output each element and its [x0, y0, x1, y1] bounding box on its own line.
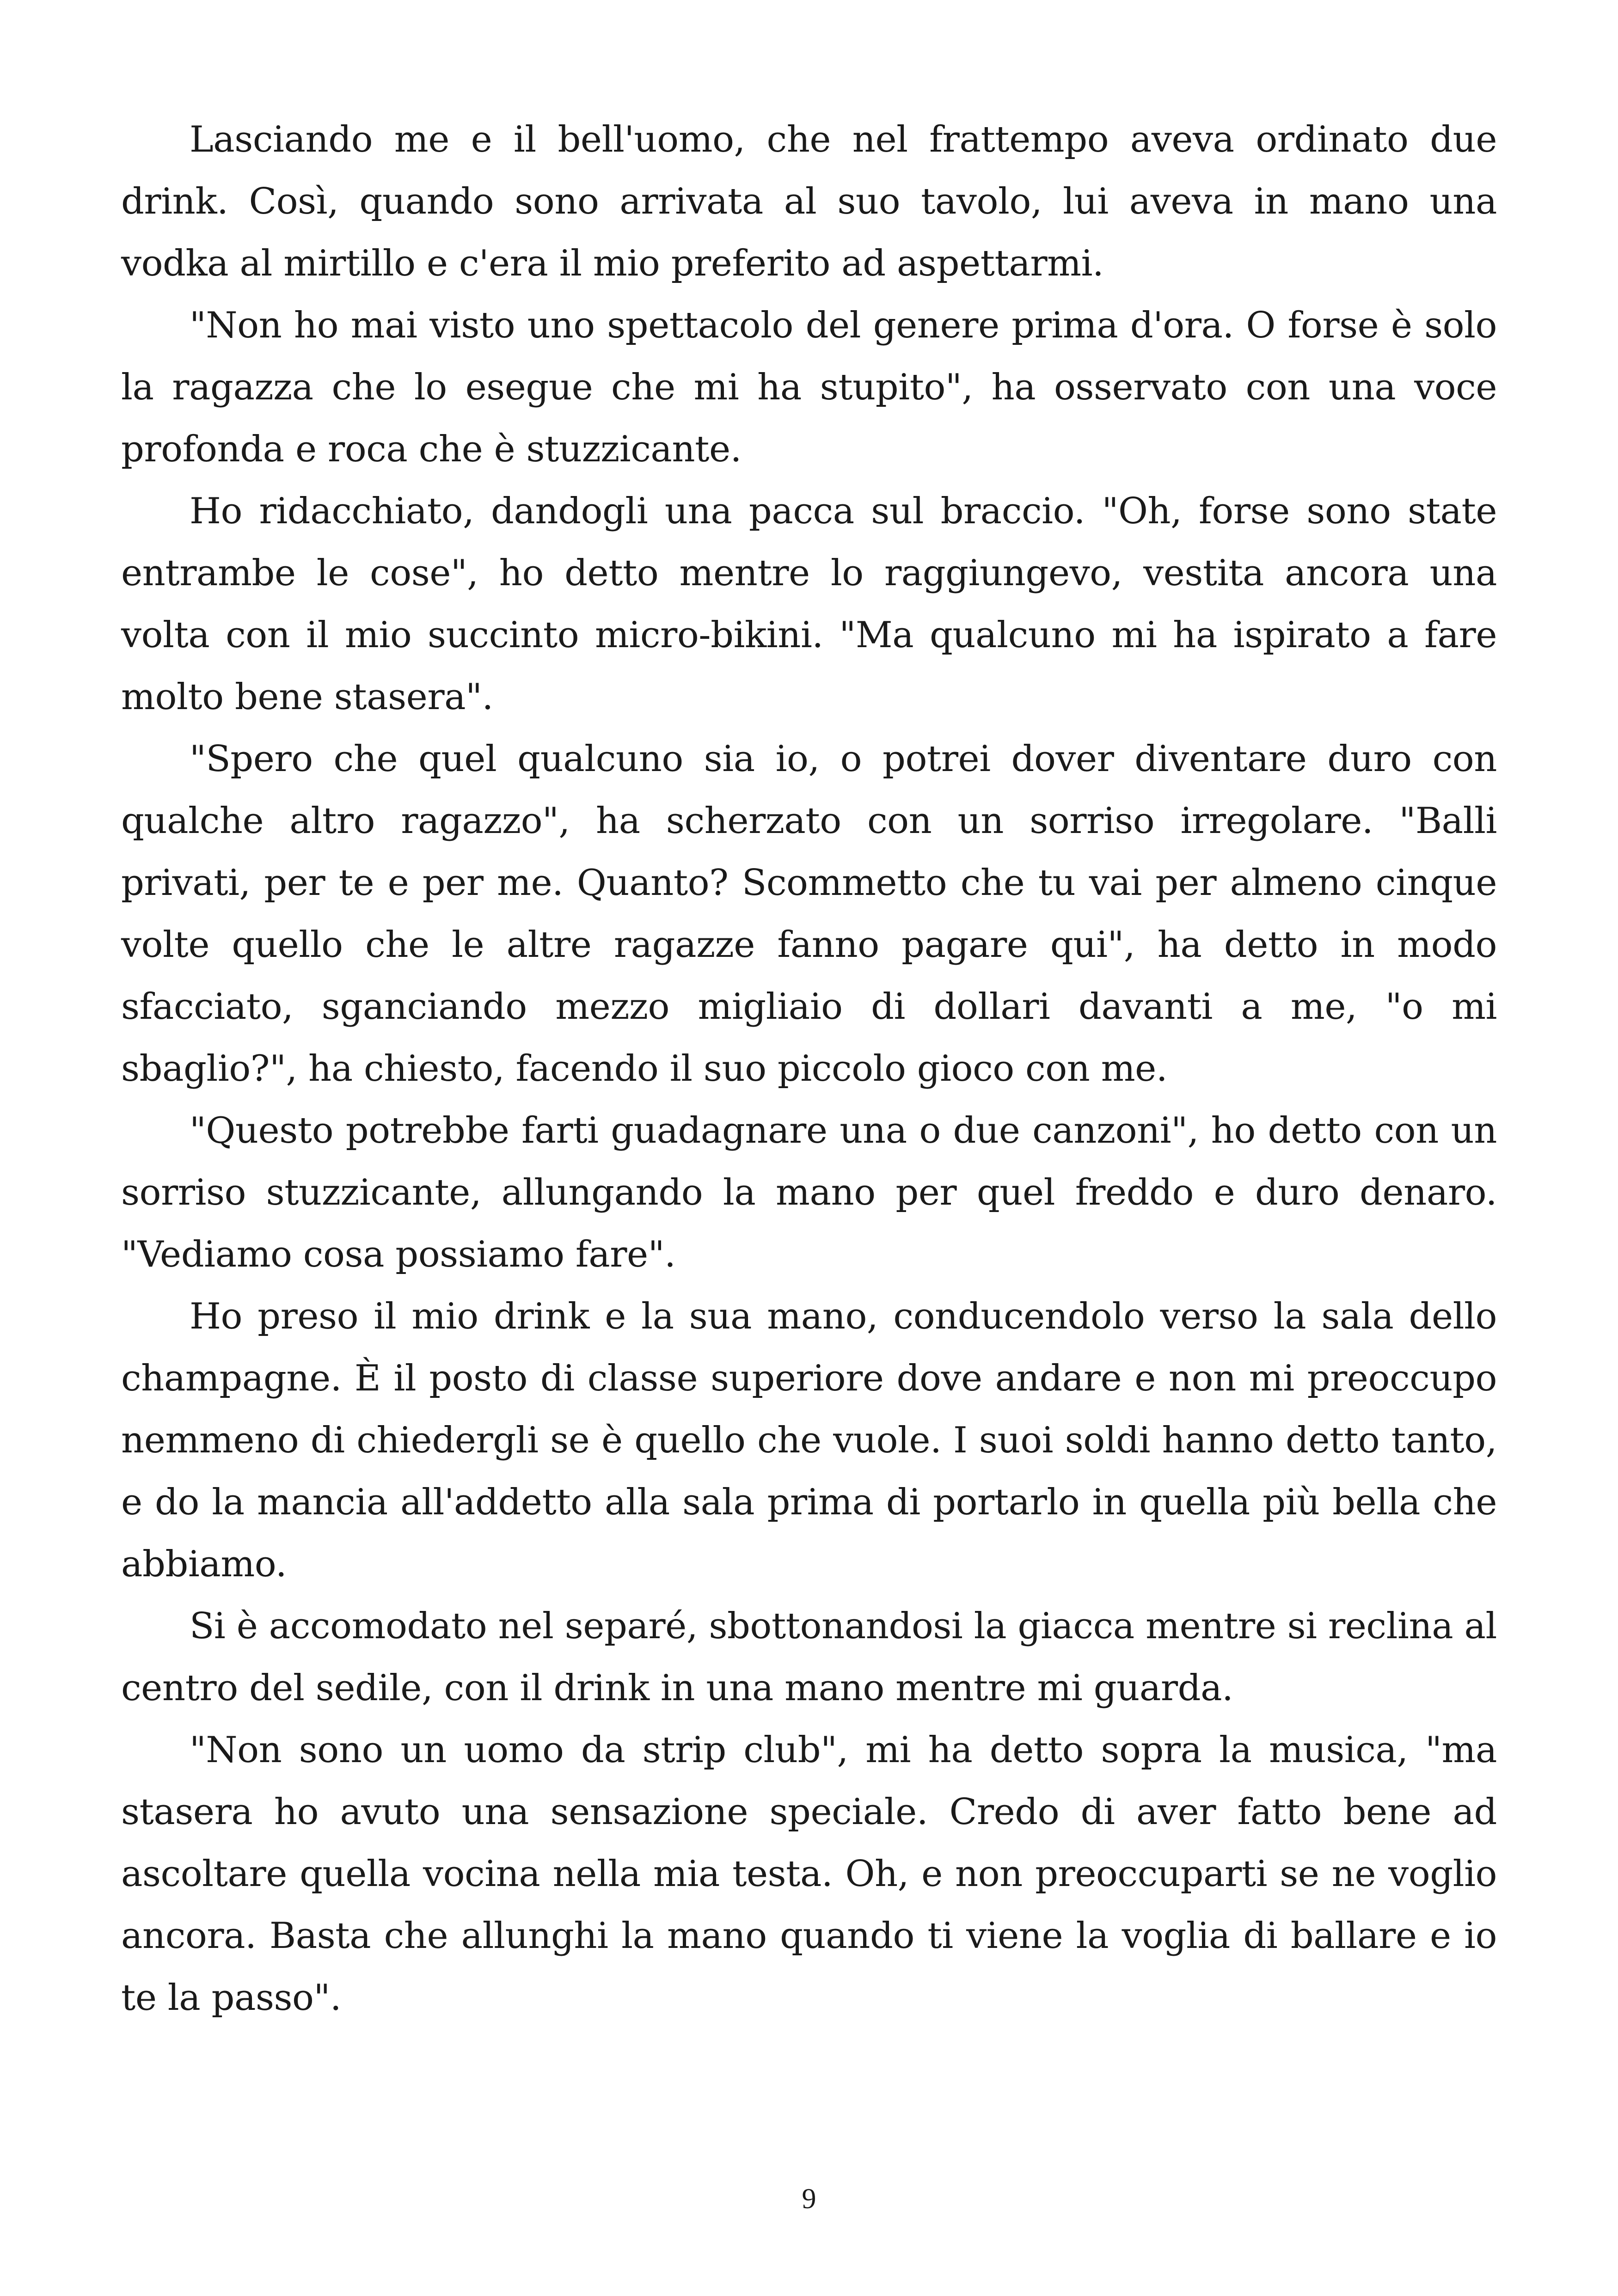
paragraph: "Non sono un uomo da strip club", mi ha detto sopra la musica, "ma stasera ho avuto una sensazione speciale. Credo di aver fatto bene ad ascoltare quella vocina nella mia testa. Oh, e non preoccuparti se ne voglio ancora. Basta che allunghi la mano quando ti viene la voglia di ballare e io te la passo". [121, 1729, 1497, 2019]
body-text [121, 109, 1497, 2029]
paragraph: "Spero che quel qualcuno sia io, o potrei dover diventare duro con qualche altro ragazzo", ha scherzato con un sorriso irregolare. "Balli privati, per te e per me. Quanto? Scommetto che tu vai per almeno cinque volte quello che le altre ragazze fanno pagare qui", ha detto in modo sfacciato, sganciando mezzo migliaio di dollari davanti a me, "o mi sbaglio?", ha chiesto, facendo il suo piccolo gioco con me. [121, 738, 1497, 1090]
page-number: 9 [802, 2183, 816, 2215]
paragraph: Si è accomodato nel separé, sbottonandosi la giacca mentre si reclina al centro del sedile, con il drink in una mano mentre mi guarda. [121, 1605, 1497, 1709]
paragraph: Lasciando me e il bell'uomo, che nel frattempo aveva ordinato due drink. Così, quando sono arrivata al suo tavolo, lui aveva in mano una vodka al mirtillo e c'era il mio preferito ad aspettarmi. [121, 119, 1497, 284]
paragraph: "Questo potrebbe farti guadagnare una o due canzoni", ho detto con un sorriso stuzzicante, allungando la mano per quel freddo e duro denaro. "Vediamo cosa possiamo fare". [121, 1110, 1497, 1275]
paragraph: Ho ridacchiato, dandogli una pacca sul braccio. "Oh, forse sono state entrambe le cose", ho detto mentre lo raggiungevo, vestita ancora una volta con il mio succinto micro-bikini. "Ma qualcuno mi ha ispirato a fare molto bene stasera". [121, 490, 1497, 718]
paragraph: Ho preso il mio drink e la sua mano, conducendolo verso la sala dello champagne. È il posto di classe superiore dove andare e non mi preoccupo nemmeno di chiedergli se è quello che vuole. I suoi soldi hanno detto tanto, e do la mancia all'addetto alla sala prima di portarlo in quella più bella che abbiamo. [121, 1296, 1497, 1585]
paragraph: "Non ho mai visto uno spettacolo del genere prima d'ora. O forse è solo la ragazza che lo esegue che mi ha stupito", ha osservato con una voce profonda e roca che è stuzzicante. [121, 305, 1497, 470]
